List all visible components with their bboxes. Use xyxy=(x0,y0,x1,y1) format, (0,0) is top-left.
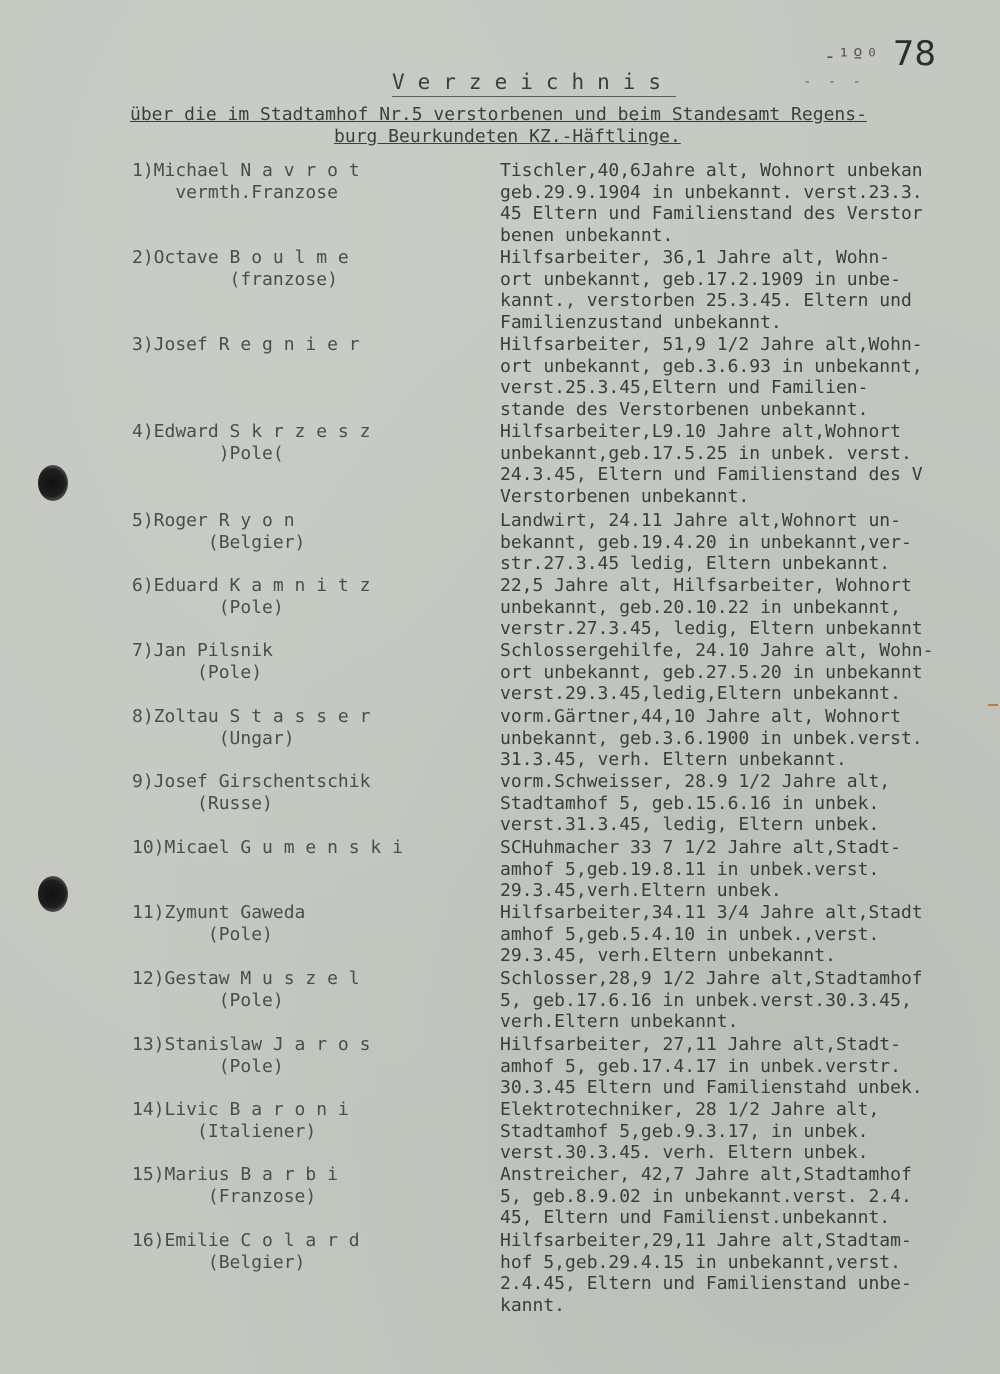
entry-name-text: 16)Emilie C o l a r d xyxy=(132,1230,360,1251)
entry-name-text: 10)Micael G u m e n s k i xyxy=(132,837,403,858)
entry-name-text: 15)Marius B a r b i xyxy=(132,1164,338,1185)
entry-nationality: (Pole) xyxy=(132,662,263,683)
entry-name xyxy=(132,837,492,859)
entry-name xyxy=(132,1099,492,1143)
entry-details: Hilfsarbeiter, 51,9 1/2 Jahre alt,Wohn- ort unbekannt, geb.3.6.93 in unbekannt, verst.25.3.45,Eltern und Familien- stande des Verstorbenen unbekannt. xyxy=(500,334,923,421)
entry-nationality: (Belgier) xyxy=(132,1252,306,1273)
entry-details: Landwirt, 24.11 Jahre alt,Wohnort un- bekannt, geb.19.4.20 in unbekannt,ver- str.27.3.45 ledig, Eltern unbekannt. xyxy=(500,510,912,575)
entry-name-text: 13)Stanislaw J a r o s xyxy=(132,1034,371,1055)
entry-name xyxy=(132,902,492,946)
entry-name-text: 14)Livic B a r o n i xyxy=(132,1099,349,1120)
entry-name-text: 4)Edward S k r z e s z xyxy=(132,421,371,442)
title-underline xyxy=(392,96,676,97)
entry-nationality: (Italiener) xyxy=(132,1121,317,1142)
entry-nationality: (Belgier) xyxy=(132,532,306,553)
entry-details: Hilfsarbeiter,34.11 3/4 Jahre alt,Stadt amhof 5,geb.5.4.10 in unbek.,verst. 29.3.45, verh.Eltern unbekannt. xyxy=(500,902,923,967)
entry-name-text: 7)Jan Pilsnik xyxy=(132,640,273,661)
entry-name xyxy=(132,968,492,1012)
red-pencil-mark xyxy=(988,704,998,706)
entry-name xyxy=(132,575,492,619)
entry-details: Anstreicher, 42,7 Jahre alt,Stadtamhof 5, geb.8.9.02 in unbekannt.verst. 2.4. 45, Eltern und Familienst.unbekannt. xyxy=(500,1164,912,1229)
entry-nationality: (Ungar) xyxy=(132,728,295,749)
entry-name-text: 5)Roger R y o n xyxy=(132,510,295,531)
entry-name-text: 1)Michael N a v r o t xyxy=(132,160,360,181)
entry-nationality: (Pole) xyxy=(132,1056,284,1077)
entry-details: Hilfsarbeiter, 36,1 Jahre alt, Wohn- ort unbekannt, geb.17.2.1909 in unbe- kannt., verstorben 25.3.45. Eltern und Familienzustand unbekannt. xyxy=(500,247,912,334)
entry-details: Schlosser,28,9 1/2 Jahre alt,Stadtamhof 5, geb.17.6.16 in unbek.verst.30.3.45, verh.Eltern unbekannt. xyxy=(500,968,923,1033)
entry-name xyxy=(132,771,492,815)
entry-nationality: (Pole) xyxy=(132,990,284,1011)
entry-nationality: vermth.Franzose xyxy=(132,182,338,203)
entry-name-text: 8)Zoltau S t a s s e r xyxy=(132,706,371,727)
punch-hole xyxy=(38,876,68,912)
entry-details: Hilfsarbeiter,L9.10 Jahre alt,Wohnort unbekannt,geb.17.5.25 in unbek. verst. 24.3.45, Eltern und Familienstand des V Verstorbenen unbekannt. xyxy=(500,421,923,508)
entry-name-text: 12)Gestaw M u s z e l xyxy=(132,968,360,989)
subtitle-line-1: über die im Stadtamhof Nr.5 verstorbenen und beim Standesamt Regens- xyxy=(130,104,867,125)
entry-name xyxy=(132,640,492,684)
entry-nationality: (Pole) xyxy=(132,924,273,945)
entry-nationality: (Pole) xyxy=(132,597,284,618)
entry-name xyxy=(132,421,492,465)
subtitle-line-2: burg Beurkundeten KZ.-Häftlinge. xyxy=(334,126,681,147)
entry-details: Schlossergehilfe, 24.10 Jahre alt, Wohn- ort unbekannt, geb.27.5.20 in unbekannt verst.29.3.45,ledig,Eltern unbekannt. xyxy=(500,640,934,705)
entry-name xyxy=(132,1230,492,1274)
entry-name-text: 6)Eduard K a m n i t z xyxy=(132,575,371,596)
entry-details: vorm.Gärtner,44,10 Jahre alt, Wohnort unbekannt, geb.3.6.1900 in unbek.verst. 31.3.45, verh. Eltern unbekannt. xyxy=(500,706,923,771)
entry-details: vorm.Schweisser, 28.9 1/2 Jahre alt, Stadtamhof 5, geb.15.6.16 in unbek. verst.31.3.45, ledig, Eltern unbek. xyxy=(500,771,891,836)
entry-name-text: 9)Josef Girschentschik xyxy=(132,771,371,792)
entry-nationality: (franzose) xyxy=(132,269,338,290)
document-subtitle xyxy=(130,104,992,148)
entry-details: Elektrotechniker, 28 1/2 Jahre alt, Stadtamhof 5,geb.9.3.17, in unbek. verst.30.3.45. verh. Eltern unbek. xyxy=(500,1099,880,1164)
entry-nationality: (Russe) xyxy=(132,793,273,814)
entry-name xyxy=(132,247,492,291)
entry-name xyxy=(132,1034,492,1078)
entry-details: 22,5 Jahre alt, Hilfsarbeiter, Wohnort unbekannt, geb.20.10.22 in unbekannt, verstr.27.3.45, ledig, Eltern unbekannt xyxy=(500,575,923,640)
entry-nationality: )Pole( xyxy=(132,443,284,464)
entry-name xyxy=(132,510,492,554)
entry-name xyxy=(132,706,492,750)
entry-nationality: (Franzose) xyxy=(132,1186,317,1207)
entry-details: Tischler,40,6Jahre alt, Wohnort unbekan geb.29.9.1904 in unbekannt. verst.23.3. 45 Eltern und Familienstand des Verstor benen unbekannt. xyxy=(500,160,923,247)
entry-name xyxy=(132,1164,492,1208)
entry-name-text: 3)Josef R e g n i e r xyxy=(132,334,360,355)
entry-details: Hilfsarbeiter, 27,11 Jahre alt,Stadt- amhof 5, geb.17.4.17 in unbek.verstr. 30.3.45 Eltern und Familienstahd unbek. xyxy=(500,1034,923,1099)
entry-details: SCHuhmacher 33 7 1/2 Jahre alt,Stadt- amhof 5,geb.19.8.11 in unbek.verst. 29.3.45,verh.Eltern unbek. xyxy=(500,837,901,902)
entry-name xyxy=(132,160,492,204)
page-number: 78 xyxy=(892,34,936,74)
document-title: Verzeichnis xyxy=(392,70,675,94)
punch-hole xyxy=(38,465,68,501)
entry-name-text: 2)Octave B o u l m e xyxy=(132,247,349,268)
entry-details: Hilfsarbeiter,29,11 Jahre alt,Stadtam- hof 5,geb.29.4.15 in unbekannt,verst. 2.4.45, Eltern und Familienstand unbe- kannt. xyxy=(500,1230,912,1317)
corner-mark: -¹º⁰ xyxy=(823,44,880,68)
entry-name-text: 11)Zymunt Gaweda xyxy=(132,902,306,923)
corner-dash: - - - xyxy=(802,74,865,90)
entry-name xyxy=(132,334,492,356)
